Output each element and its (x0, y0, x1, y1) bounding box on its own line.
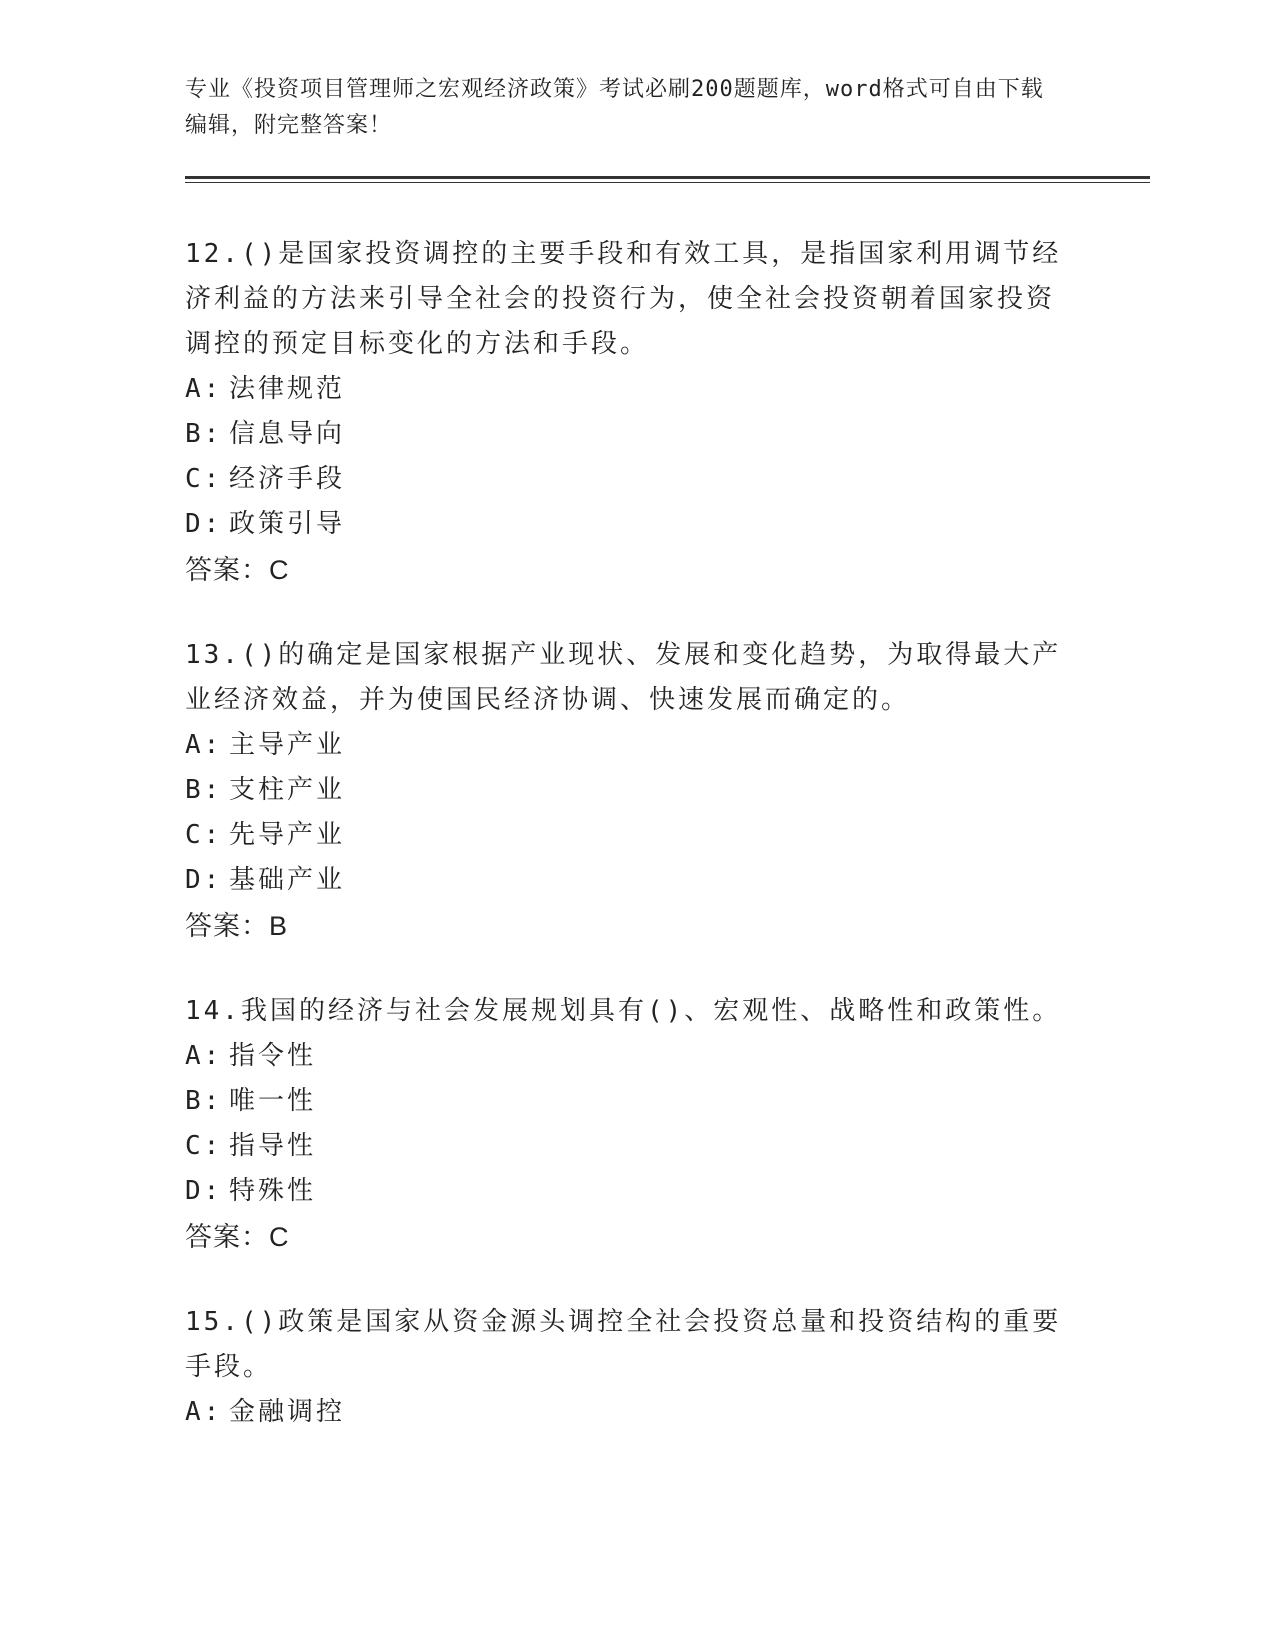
option-key: C: (185, 1131, 223, 1161)
option-key: D: (185, 1176, 223, 1206)
option-text: 经济手段 (229, 464, 346, 494)
option-text: 政策引导 (229, 509, 346, 539)
question-list (185, 232, 1075, 1475)
option-text: 支柱产业 (229, 775, 346, 805)
option-key: A: (185, 1397, 223, 1427)
option-a (185, 723, 1075, 768)
option-d (185, 858, 1075, 903)
option-b (185, 768, 1075, 813)
option-key: D: (185, 509, 223, 539)
option-a (185, 1034, 1075, 1079)
answer-line: 答案：C (185, 1222, 290, 1252)
option-key: A: (185, 730, 223, 760)
option-text: 特殊性 (229, 1176, 317, 1206)
option-key: B: (185, 419, 223, 449)
option-key: D: (185, 865, 223, 895)
option-key: C: (185, 464, 223, 494)
option-a (185, 1390, 1075, 1435)
question-stem: 12.()是国家投资调控的主要手段和有效工具，是指国家利用调节经济利益的方法来引导全社会的投资行为，使全社会投资朝着国家投资调控的预定目标变化的方法和手段。 (185, 239, 1062, 359)
option-key: A: (185, 374, 223, 404)
option-c (185, 813, 1075, 858)
question-14 (185, 989, 1075, 1260)
option-text: 基础产业 (229, 865, 346, 895)
option-text: 指令性 (229, 1041, 317, 1071)
option-b (185, 412, 1075, 457)
page-header: 专业《投资项目管理师之宏观经济政策》考试必刷200题题库，word格式可自由下载编辑，附完整答案！ (185, 77, 1044, 138)
question-stem: 15.()政策是国家从资金源头调控全社会投资总量和投资结构的重要手段。 (185, 1307, 1062, 1382)
option-b (185, 1079, 1075, 1124)
option-c (185, 457, 1075, 502)
header-rule-thick (185, 176, 1150, 179)
option-key: B: (185, 1086, 223, 1116)
option-key: C: (185, 820, 223, 850)
option-c (185, 1124, 1075, 1169)
header-rule-thin (185, 182, 1150, 183)
option-text: 先导产业 (229, 820, 346, 850)
answer-line: 答案：B (185, 911, 289, 941)
question-stem: 13.()的确定是国家根据产业现状、发展和变化趋势，为取得最大产业经济效益，并为使国民经济协调、快速发展而确定的。 (185, 640, 1062, 715)
question-13 (185, 633, 1075, 949)
option-key: A: (185, 1041, 223, 1071)
question-12 (185, 232, 1075, 593)
option-d (185, 1169, 1075, 1214)
option-text: 指导性 (229, 1131, 317, 1161)
option-a (185, 367, 1075, 412)
option-key: B: (185, 775, 223, 805)
question-15 (185, 1300, 1075, 1435)
option-text: 信息导向 (229, 419, 346, 449)
answer-line: 答案：C (185, 555, 290, 585)
option-d (185, 502, 1075, 547)
option-text: 法律规范 (229, 374, 346, 404)
option-text: 金融调控 (229, 1397, 346, 1427)
question-stem: 14.我国的经济与社会发展规划具有()、宏观性、战略性和政策性。 (185, 996, 1062, 1026)
option-text: 唯一性 (229, 1086, 317, 1116)
option-text: 主导产业 (229, 730, 346, 760)
